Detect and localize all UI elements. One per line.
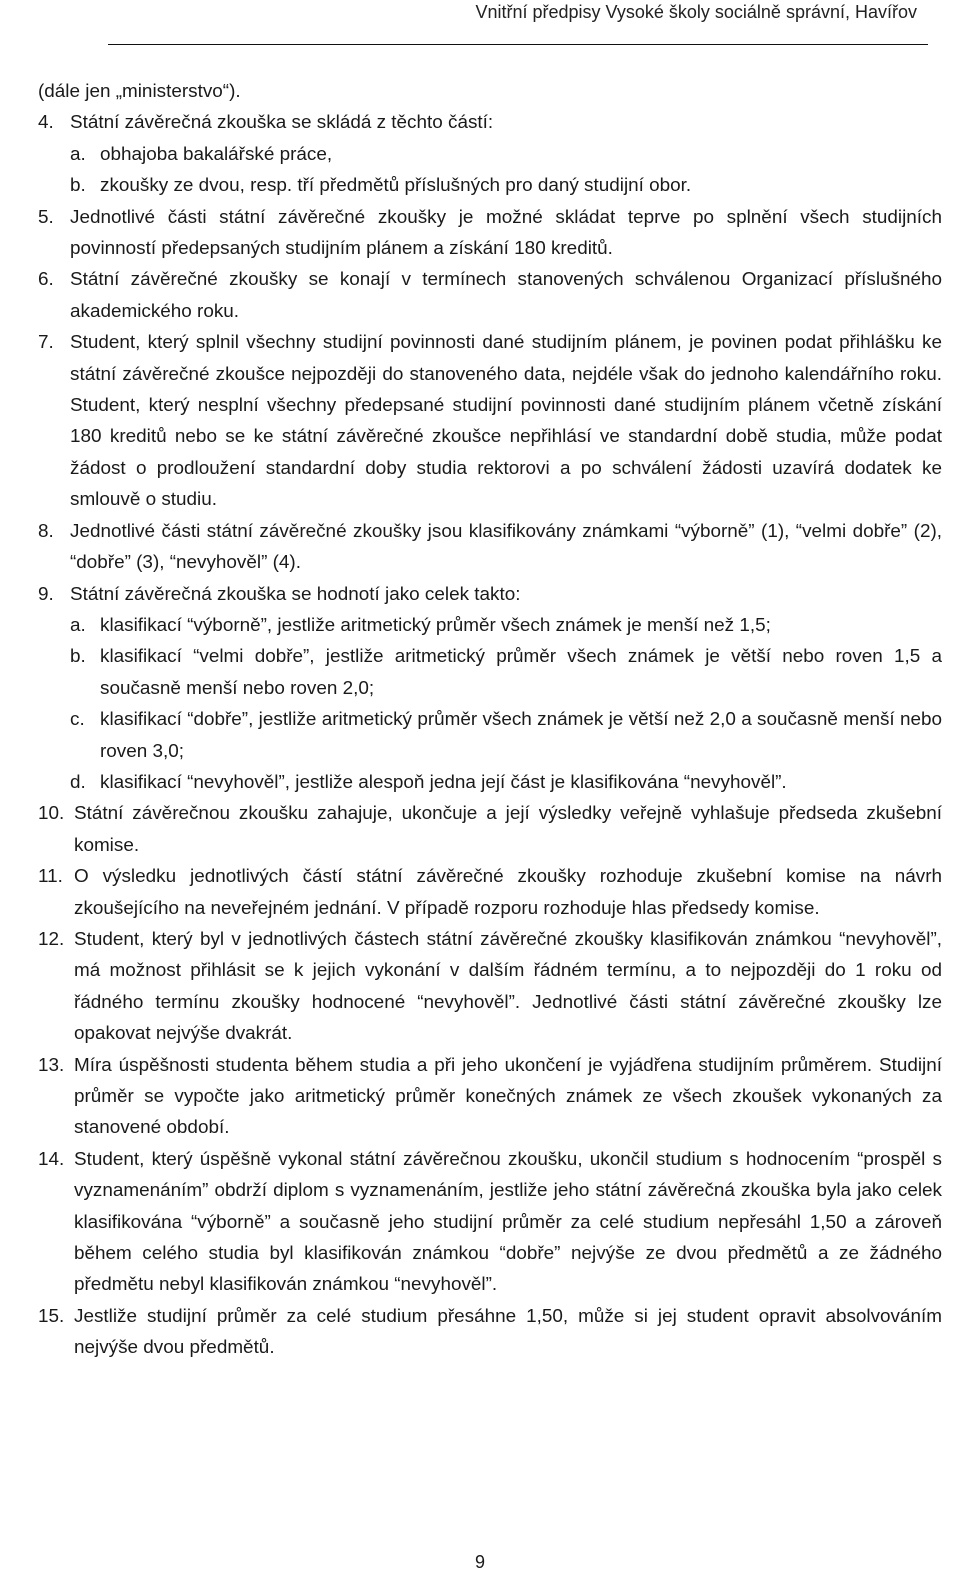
item-number: 6.	[38, 269, 54, 291]
sub-item	[70, 139, 942, 170]
item-number: 15.	[38, 1305, 65, 1327]
item-number: 5.	[38, 206, 54, 228]
item-number: 8.	[38, 520, 54, 542]
sub-item	[70, 767, 942, 798]
item-text: Student, který byl v jednotlivých částech státní závěrečné zkoušky klasifikován známkou “nevyhověl”, má možnost přihlásit se k jejich vykonání v dalším řádném termínu, a to nejpozději do 1 roku od řádného termínu zkoušky hodnocené “nevyhověl”. Jednotlivé části státní závěrečné zkoušky lze opakovat nejvýše dvakrát.	[74, 928, 942, 1045]
header-divider	[108, 44, 928, 45]
list-item	[38, 798, 942, 861]
sub-item	[70, 704, 942, 767]
item-text: Jednotlivé části státní závěrečné zkoušky jsou klasifikovány známkami “výborně” (1), “velmi dobře” (2), “dobře” (3), “nevyhověl” (4).	[70, 520, 942, 574]
sub-item-label: c.	[70, 709, 85, 731]
item-number: 10.	[38, 803, 65, 825]
header-title: Vnitřní předpisy Vysoké školy sociálně správní, Havířov	[475, 2, 917, 22]
sub-item-text: klasifikací “velmi dobře”, jestliže aritmetický průměr všech známek je větší nebo roven 1,5 a současně menší nebo roven 2,0;	[100, 646, 942, 699]
sub-item-label: d.	[70, 771, 86, 793]
page-number: 9	[474, 1552, 485, 1572]
item-number: 4.	[38, 112, 54, 134]
list-item	[38, 861, 942, 924]
list-item	[38, 1050, 942, 1144]
list-item	[38, 1301, 942, 1364]
list-item	[38, 516, 942, 579]
item-text: Míra úspěšnosti studenta během studia a při jeho ukončení je vyjádřena studijním průměrem. Studijní průměr se vypočte jako aritmetický průměr konečných známek ze všech zkoušek vykonaných za stanovené období.	[74, 1054, 942, 1139]
item-number: 11.	[38, 866, 63, 888]
item-text: Student, který splnil všechny studijní povinnosti dané studijním plánem, je povinen podat přihlášku ke státní závěrečné zkoušce nejpozději do stanoveného data, nejdéle však do jednoho kalendářního roku. Student, který nesplní všechny předepsané studijní povinnosti dané studijním plánem včetně získání 180 kreditů nebo se ke státní závěrečné zkoušce nepřihlásí ve standardní době studia, může podat žádost o prodloužení standardní doby studia rektorovi a po schválení žádosti uzavírá dodatek ke smlouvě o studiu.	[70, 332, 942, 511]
item-text: Státní závěrečnou zkoušku zahajuje, ukončuje a její výsledky veřejně vyhlašuje předseda zkušební komise.	[74, 803, 942, 856]
sub-item	[70, 641, 942, 704]
sub-item-text: klasifikací “výborně”, jestliže aritmetický průměr všech známek je menší než 1,5;	[100, 614, 771, 636]
page-header	[0, 0, 960, 40]
list-item	[38, 327, 942, 515]
sub-item-label: a.	[70, 614, 86, 636]
list-item	[38, 264, 942, 327]
item-text: Jednotlivé části státní závěrečné zkoušky je možné skládat teprve po splnění všech studijních povinností předepsaných studijním plánem a získání 180 kreditů.	[70, 206, 942, 260]
sub-item	[70, 610, 942, 641]
list-item	[38, 579, 942, 799]
sub-item-text: klasifikací “dobře”, jestliže aritmetický průměr všech známek je větší než 2,0 a současně menší nebo roven 3,0;	[100, 709, 942, 762]
sub-item	[70, 170, 942, 201]
sub-item-label: b.	[70, 175, 86, 197]
list-item	[38, 1144, 942, 1301]
item-text: Státní závěrečné zkoušky se konají v termínech stanovených schválenou Organizací příslušného akademického roku.	[70, 269, 942, 322]
item-number: 13.	[38, 1054, 65, 1076]
sub-item-text: zkoušky ze dvou, resp. tří předmětů příslušných pro daný studijní obor.	[100, 175, 692, 197]
sub-item-label: b.	[70, 646, 86, 668]
list-item	[38, 924, 942, 1050]
sub-item-text: klasifikací “nevyhověl”, jestliže alespoň jedna její část je klasifikována “nevyhověl”.	[100, 771, 787, 793]
item-text: Jestliže studijní průměr za celé studium přesáhne 1,50, může si jej student opravit absolvováním nejvýše dvou předmětů.	[74, 1305, 942, 1359]
item-text: Státní závěrečná zkouška se skládá z těchto částí:	[70, 112, 494, 134]
list-item	[38, 202, 942, 265]
item-text: Student, který úspěšně vykonal státní závěrečnou zkoušku, ukončil studium s hodnocením “prospěl s vyznamenáním” obdrží diplom s vyznamenáním, jestliže jeho státní závěrečná zkouška byla jako celek klasifikována “výborně” a současně jeho studijní průměr za celé studium nepřesáhl 1,50 a zároveň během celého studia byl klasifikován známkou “dobře” nejvýše ze dvou předmětů a ze žádného předmětu nebyl klasifikován známkou “nevyhověl”.	[74, 1148, 942, 1296]
intro-text: (dále jen „ministerstvo“).	[38, 81, 241, 102]
item-number: 12.	[38, 928, 65, 950]
sub-item-text: obhajoba bakalářské práce,	[100, 143, 333, 165]
item-number: 7.	[38, 332, 54, 354]
item-text: Státní závěrečná zkouška se hodnotí jako celek takto:	[70, 583, 521, 605]
item-text: O výsledku jednotlivých částí státní závěrečné zkoušky rozhoduje zkušební komise na návrh zkoušejícího na neveřejném jednání. V případě rozporu rozhoduje hlas předsedy komise.	[74, 866, 942, 919]
list-item	[38, 107, 942, 201]
item-number: 14.	[38, 1148, 65, 1170]
sub-item-label: a.	[70, 143, 86, 165]
document-body	[38, 76, 942, 1364]
item-number: 9.	[38, 583, 54, 605]
